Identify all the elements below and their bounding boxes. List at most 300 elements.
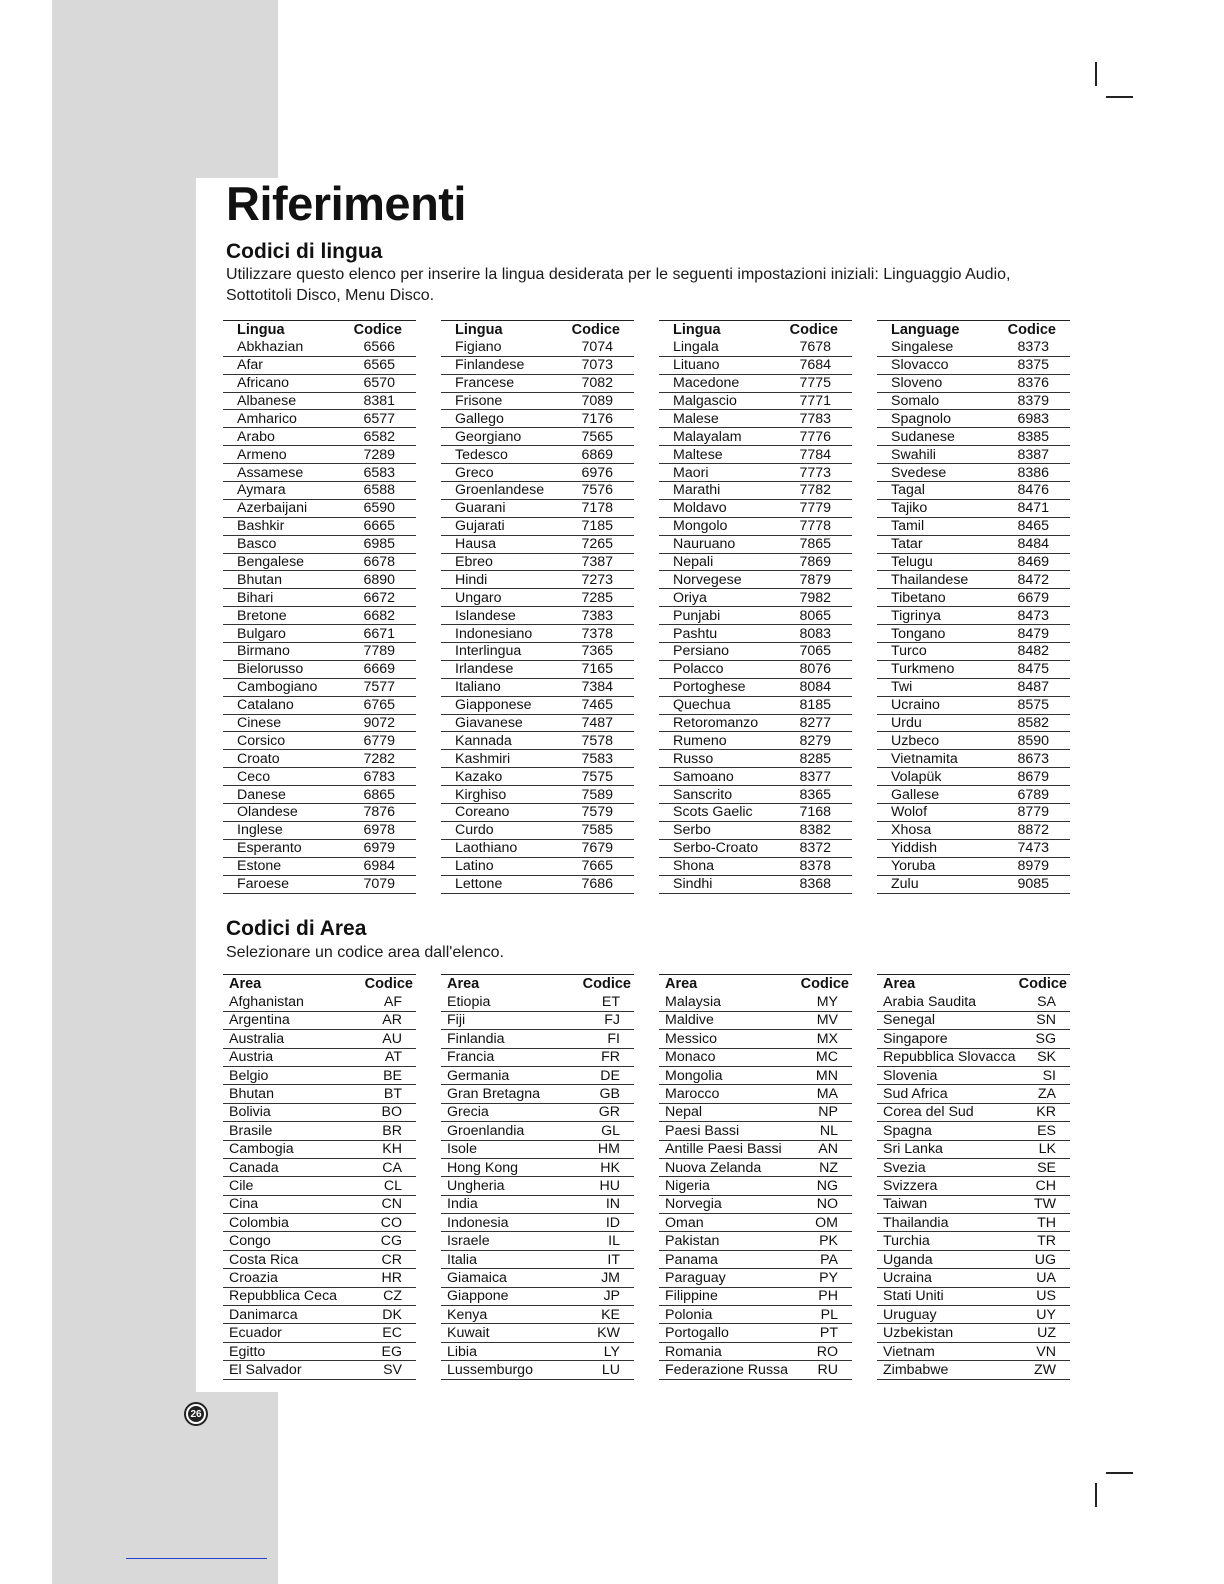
row-name: Congo — [223, 1232, 356, 1250]
table-row — [877, 1195, 1070, 1213]
row-code: 7565 — [561, 428, 634, 446]
table-row — [441, 839, 634, 857]
row-name: Russo — [659, 750, 778, 768]
row-name: Kazako — [441, 768, 561, 786]
row-code: TW — [1018, 1195, 1070, 1213]
row-code: TH — [1018, 1214, 1070, 1232]
row-name: Australia — [223, 1030, 356, 1048]
table-row — [877, 660, 1070, 678]
row-code: 7073 — [561, 356, 634, 374]
row-name: Etiopia — [441, 993, 568, 1011]
row-code: LY — [568, 1342, 634, 1360]
table-row — [659, 446, 852, 464]
row-name: Gujarati — [441, 517, 561, 535]
table-row — [877, 1287, 1070, 1305]
table-row — [223, 1306, 416, 1324]
table-row — [441, 1177, 634, 1195]
row-code: 8083 — [778, 625, 853, 643]
row-code: BE — [356, 1066, 416, 1084]
table-row — [441, 607, 634, 625]
row-code: 6779 — [339, 732, 416, 750]
table-row — [223, 1030, 416, 1048]
row-code: 8575 — [992, 696, 1070, 714]
row-code: 7082 — [561, 374, 634, 392]
table-row — [223, 1195, 416, 1213]
table-row — [877, 768, 1070, 786]
row-code: NO — [797, 1195, 852, 1213]
table-row — [659, 464, 852, 482]
row-code: HU — [568, 1177, 634, 1195]
row-name: Aymara — [223, 482, 339, 500]
row-name: Assamese — [223, 464, 339, 482]
row-code: 7684 — [778, 356, 853, 374]
row-code: 8473 — [992, 607, 1070, 625]
table-row — [659, 643, 852, 661]
table-row — [659, 1158, 852, 1176]
row-name: Macedone — [659, 374, 778, 392]
column-header-name: Area — [665, 975, 698, 992]
row-name: Coreano — [441, 804, 561, 822]
row-code: 7185 — [561, 517, 634, 535]
row-code: 8379 — [992, 392, 1070, 410]
table-row — [659, 714, 852, 732]
table-row — [659, 768, 852, 786]
table-row — [223, 499, 416, 517]
table-header-row — [659, 975, 852, 993]
row-name: Nauruano — [659, 535, 778, 553]
row-code: 9085 — [992, 875, 1070, 893]
row-name: Lussemburgo — [441, 1361, 568, 1379]
row-name: Latino — [441, 857, 561, 875]
row-name: Filippine — [659, 1287, 797, 1305]
page-number: 26 — [188, 1406, 204, 1422]
column-header-name: Lingua — [237, 321, 285, 338]
row-code: GR — [568, 1103, 634, 1121]
row-name: Svedese — [877, 464, 992, 482]
row-name: Somalo — [877, 392, 992, 410]
row-name: Serbo-Croato — [659, 839, 778, 857]
table-row — [223, 356, 416, 374]
table-row — [659, 857, 852, 875]
row-code: 7782 — [778, 482, 853, 500]
row-name: Tigrinya — [877, 607, 992, 625]
row-code: 8482 — [992, 643, 1070, 661]
row-name: Irlandese — [441, 660, 561, 678]
row-code: 7775 — [778, 374, 853, 392]
row-name: Ecuador — [223, 1324, 356, 1342]
table-row — [223, 1250, 416, 1268]
table-row — [441, 1085, 634, 1103]
row-name: Bashkir — [223, 517, 339, 535]
row-code: 8386 — [992, 464, 1070, 482]
table-row — [877, 553, 1070, 571]
column-header-code: Codice — [800, 975, 849, 992]
row-name: Nuova Zelanda — [659, 1158, 797, 1176]
row-code: CR — [356, 1250, 416, 1268]
row-name: Lituano — [659, 356, 778, 374]
table-row — [877, 446, 1070, 464]
row-name: Albanese — [223, 392, 339, 410]
table-row — [877, 1158, 1070, 1176]
table-row — [877, 482, 1070, 500]
row-name: Croazia — [223, 1269, 356, 1287]
row-code: MY — [797, 993, 852, 1011]
table-row — [441, 571, 634, 589]
row-code: CL — [356, 1177, 416, 1195]
table-row — [223, 875, 416, 893]
row-name: Gran Bretagna — [441, 1085, 568, 1103]
row-code: PK — [797, 1232, 852, 1250]
table-row — [659, 993, 852, 1011]
row-name: Sudanese — [877, 428, 992, 446]
table-row — [877, 1232, 1070, 1250]
row-code: 8582 — [992, 714, 1070, 732]
row-name: Bengalese — [223, 553, 339, 571]
row-code: 7589 — [561, 786, 634, 804]
row-code: MA — [797, 1085, 852, 1103]
table-row — [441, 1306, 634, 1324]
row-code: SK — [1018, 1048, 1070, 1066]
row-code: 6582 — [339, 428, 416, 446]
row-code: 6669 — [339, 660, 416, 678]
table-row — [659, 356, 852, 374]
table-row — [659, 1195, 852, 1213]
row-name: Ucraino — [877, 696, 992, 714]
table-row — [223, 857, 416, 875]
row-name: Paraguay — [659, 1269, 797, 1287]
row-name: Abkhazian — [223, 338, 339, 356]
row-name: Belgio — [223, 1066, 356, 1084]
row-code: 9072 — [339, 714, 416, 732]
table-row — [223, 1214, 416, 1232]
row-name: Nigeria — [659, 1177, 797, 1195]
row-name: Yoruba — [877, 857, 992, 875]
table-row — [441, 1066, 634, 1084]
row-name: Georgiano — [441, 428, 561, 446]
row-code: AN — [797, 1140, 852, 1158]
row-code: 8387 — [992, 446, 1070, 464]
column-header-code: Codice — [571, 321, 620, 338]
row-name: Giamaica — [441, 1269, 568, 1287]
table-row — [441, 714, 634, 732]
row-name: Oriya — [659, 589, 778, 607]
row-name: Esperanto — [223, 839, 339, 857]
row-code: 7473 — [992, 839, 1070, 857]
row-name: Olandese — [223, 804, 339, 822]
table-row — [659, 1066, 852, 1084]
row-code: CA — [356, 1158, 416, 1176]
table-row — [441, 678, 634, 696]
row-name: Norvegese — [659, 571, 778, 589]
table-row — [659, 410, 852, 428]
row-code: 7289 — [339, 446, 416, 464]
table-header-row — [223, 975, 416, 993]
area-table-2 — [441, 974, 634, 1380]
row-name: Wolof — [877, 804, 992, 822]
row-code: 6682 — [339, 607, 416, 625]
row-name: Croato — [223, 750, 339, 768]
table-row — [659, 482, 852, 500]
row-code: 6679 — [992, 589, 1070, 607]
row-code: 6671 — [339, 625, 416, 643]
table-row — [223, 804, 416, 822]
row-code: 6588 — [339, 482, 416, 500]
row-name: Gallese — [877, 786, 992, 804]
table-row — [877, 1306, 1070, 1324]
row-code: GL — [568, 1122, 634, 1140]
table-row — [877, 356, 1070, 374]
row-name: Maori — [659, 464, 778, 482]
row-code: IN — [568, 1195, 634, 1213]
row-name: Mongolia — [659, 1066, 797, 1084]
table-row — [877, 839, 1070, 857]
table-row — [223, 1177, 416, 1195]
table-row — [659, 1324, 852, 1342]
table-row — [877, 714, 1070, 732]
row-name: Tibetano — [877, 589, 992, 607]
area-codes-intro: Selezionare un codice area dall'elenco. — [226, 944, 504, 961]
row-name: Islandese — [441, 607, 561, 625]
row-code: 6590 — [339, 499, 416, 517]
row-name: Cambogia — [223, 1140, 356, 1158]
row-name: Israele — [441, 1232, 568, 1250]
table-row — [877, 464, 1070, 482]
table-row — [223, 410, 416, 428]
table-row — [659, 696, 852, 714]
row-code: RU — [797, 1361, 852, 1379]
row-code: VN — [1018, 1342, 1070, 1360]
row-name: Sloveno — [877, 374, 992, 392]
table-row — [441, 1250, 634, 1268]
row-code: 8185 — [778, 696, 853, 714]
row-name: Quechua — [659, 696, 778, 714]
row-code: 7783 — [778, 410, 853, 428]
row-name: Bulgaro — [223, 625, 339, 643]
row-name: Afar — [223, 356, 339, 374]
row-code: GB — [568, 1085, 634, 1103]
row-code: KH — [356, 1140, 416, 1158]
table-row — [441, 1140, 634, 1158]
row-code: 8590 — [992, 732, 1070, 750]
table-row — [223, 1103, 416, 1121]
table-row — [223, 732, 416, 750]
row-code: 8472 — [992, 571, 1070, 589]
row-code: 8465 — [992, 517, 1070, 535]
row-code: LU — [568, 1361, 634, 1379]
row-name: Uganda — [877, 1250, 1018, 1268]
row-code: 7789 — [339, 643, 416, 661]
row-code: ZW — [1018, 1361, 1070, 1379]
row-code: 7282 — [339, 750, 416, 768]
row-name: Corsico — [223, 732, 339, 750]
row-name: Persiano — [659, 643, 778, 661]
table-row — [441, 857, 634, 875]
row-name: Scots Gaelic — [659, 804, 778, 822]
row-name: Taiwan — [877, 1195, 1018, 1213]
row-name: Oman — [659, 1214, 797, 1232]
row-code: 7273 — [561, 571, 634, 589]
table-row — [877, 1250, 1070, 1268]
table-row — [223, 1269, 416, 1287]
row-code: 8673 — [992, 750, 1070, 768]
row-code: UY — [1018, 1306, 1070, 1324]
row-code: UA — [1018, 1269, 1070, 1287]
table-header-row — [441, 975, 634, 993]
row-code: LK — [1018, 1140, 1070, 1158]
row-code: FJ — [568, 1011, 634, 1029]
row-code: 6789 — [992, 786, 1070, 804]
row-name: Polacco — [659, 660, 778, 678]
table-row — [441, 1214, 634, 1232]
area-table-4 — [877, 974, 1070, 1380]
row-name: Rumeno — [659, 732, 778, 750]
table-row — [877, 804, 1070, 822]
row-name: Sindhi — [659, 875, 778, 893]
table-row — [441, 1158, 634, 1176]
row-name: Zulu — [877, 875, 992, 893]
row-name: Bihari — [223, 589, 339, 607]
row-name: Francia — [441, 1048, 568, 1066]
row-name: Bielorusso — [223, 660, 339, 678]
table-row — [659, 1140, 852, 1158]
table-row — [441, 696, 634, 714]
table-row — [877, 338, 1070, 356]
row-name: Greco — [441, 464, 561, 482]
row-code: 7784 — [778, 446, 853, 464]
row-name: Panama — [659, 1250, 797, 1268]
row-name: Svezia — [877, 1158, 1018, 1176]
row-code: 7074 — [561, 338, 634, 356]
table-row — [223, 1342, 416, 1360]
row-code: 7585 — [561, 821, 634, 839]
row-name: Kannada — [441, 732, 561, 750]
row-code: CG — [356, 1232, 416, 1250]
column-header-name: Area — [229, 975, 262, 992]
table-row — [223, 750, 416, 768]
table-header-row — [659, 321, 852, 339]
row-code: 6583 — [339, 464, 416, 482]
row-name: Costa Rica — [223, 1250, 356, 1268]
table-row — [659, 1103, 852, 1121]
table-row — [877, 589, 1070, 607]
table-row — [441, 875, 634, 893]
row-code: 6672 — [339, 589, 416, 607]
table-row — [441, 482, 634, 500]
row-name: Messico — [659, 1030, 797, 1048]
row-name: Francese — [441, 374, 561, 392]
row-name: Interlingua — [441, 643, 561, 661]
row-name: Repubblica Ceca — [223, 1287, 356, 1305]
row-name: Groenlandese — [441, 482, 561, 500]
area-table-1 — [223, 974, 416, 1380]
row-code: 6565 — [339, 356, 416, 374]
table-row — [659, 607, 852, 625]
row-name: Giappone — [441, 1287, 568, 1305]
row-code: NP — [797, 1103, 852, 1121]
table-row — [223, 446, 416, 464]
column-header-name: Lingua — [455, 321, 503, 338]
table-row — [441, 1030, 634, 1048]
row-name: Turco — [877, 643, 992, 661]
table-row — [659, 1085, 852, 1103]
table-row — [877, 1324, 1070, 1342]
row-name: Estone — [223, 857, 339, 875]
row-code: 7487 — [561, 714, 634, 732]
row-code: MV — [797, 1011, 852, 1029]
row-name: Ungheria — [441, 1177, 568, 1195]
row-code: MX — [797, 1030, 852, 1048]
row-code: DE — [568, 1066, 634, 1084]
row-name: Shona — [659, 857, 778, 875]
row-code: OM — [797, 1214, 852, 1232]
row-name: Moldavo — [659, 499, 778, 517]
table-row — [877, 643, 1070, 661]
row-name: Finlandese — [441, 356, 561, 374]
row-code: PH — [797, 1287, 852, 1305]
row-name: Kashmiri — [441, 750, 561, 768]
row-code: KE — [568, 1306, 634, 1324]
table-row — [877, 428, 1070, 446]
column-header-code: Codice — [1018, 975, 1067, 992]
row-code: PY — [797, 1269, 852, 1287]
row-code: NG — [797, 1177, 852, 1195]
column-header-code: Codice — [364, 975, 413, 992]
table-row — [223, 589, 416, 607]
row-name: Bhutan — [223, 1085, 356, 1103]
row-code: 7879 — [778, 571, 853, 589]
row-code: 7869 — [778, 553, 853, 571]
row-name: Maltese — [659, 446, 778, 464]
row-name: Urdu — [877, 714, 992, 732]
row-code: 8979 — [992, 857, 1070, 875]
row-name: Giapponese — [441, 696, 561, 714]
row-name: Azerbaijani — [223, 499, 339, 517]
row-code: 7773 — [778, 464, 853, 482]
table-row — [877, 875, 1070, 893]
row-name: Turchia — [877, 1232, 1018, 1250]
row-code: 8484 — [992, 535, 1070, 553]
row-name: Svizzera — [877, 1177, 1018, 1195]
footer-link-underline[interactable] — [126, 1558, 267, 1559]
table-row — [877, 1342, 1070, 1360]
row-code: 8377 — [778, 768, 853, 786]
row-name: Pakistan — [659, 1232, 797, 1250]
row-code: AT — [356, 1048, 416, 1066]
row-code: 8381 — [339, 392, 416, 410]
row-code: 6678 — [339, 553, 416, 571]
row-code: 7465 — [561, 696, 634, 714]
row-code: IL — [568, 1232, 634, 1250]
row-name: Volapük — [877, 768, 992, 786]
table-row — [441, 993, 634, 1011]
table-row — [877, 1066, 1070, 1084]
table-row — [659, 1214, 852, 1232]
row-name: Figiano — [441, 338, 561, 356]
row-name: Colombia — [223, 1214, 356, 1232]
row-code: 7982 — [778, 589, 853, 607]
table-row — [441, 1324, 634, 1342]
table-row — [659, 1269, 852, 1287]
row-code: FI — [568, 1030, 634, 1048]
row-name: Gallego — [441, 410, 561, 428]
row-code: 7165 — [561, 660, 634, 678]
table-row — [659, 571, 852, 589]
row-code: 7686 — [561, 875, 634, 893]
table-row — [441, 464, 634, 482]
row-code: 8385 — [992, 428, 1070, 446]
row-name: Bhutan — [223, 571, 339, 589]
table-row — [223, 1048, 416, 1066]
